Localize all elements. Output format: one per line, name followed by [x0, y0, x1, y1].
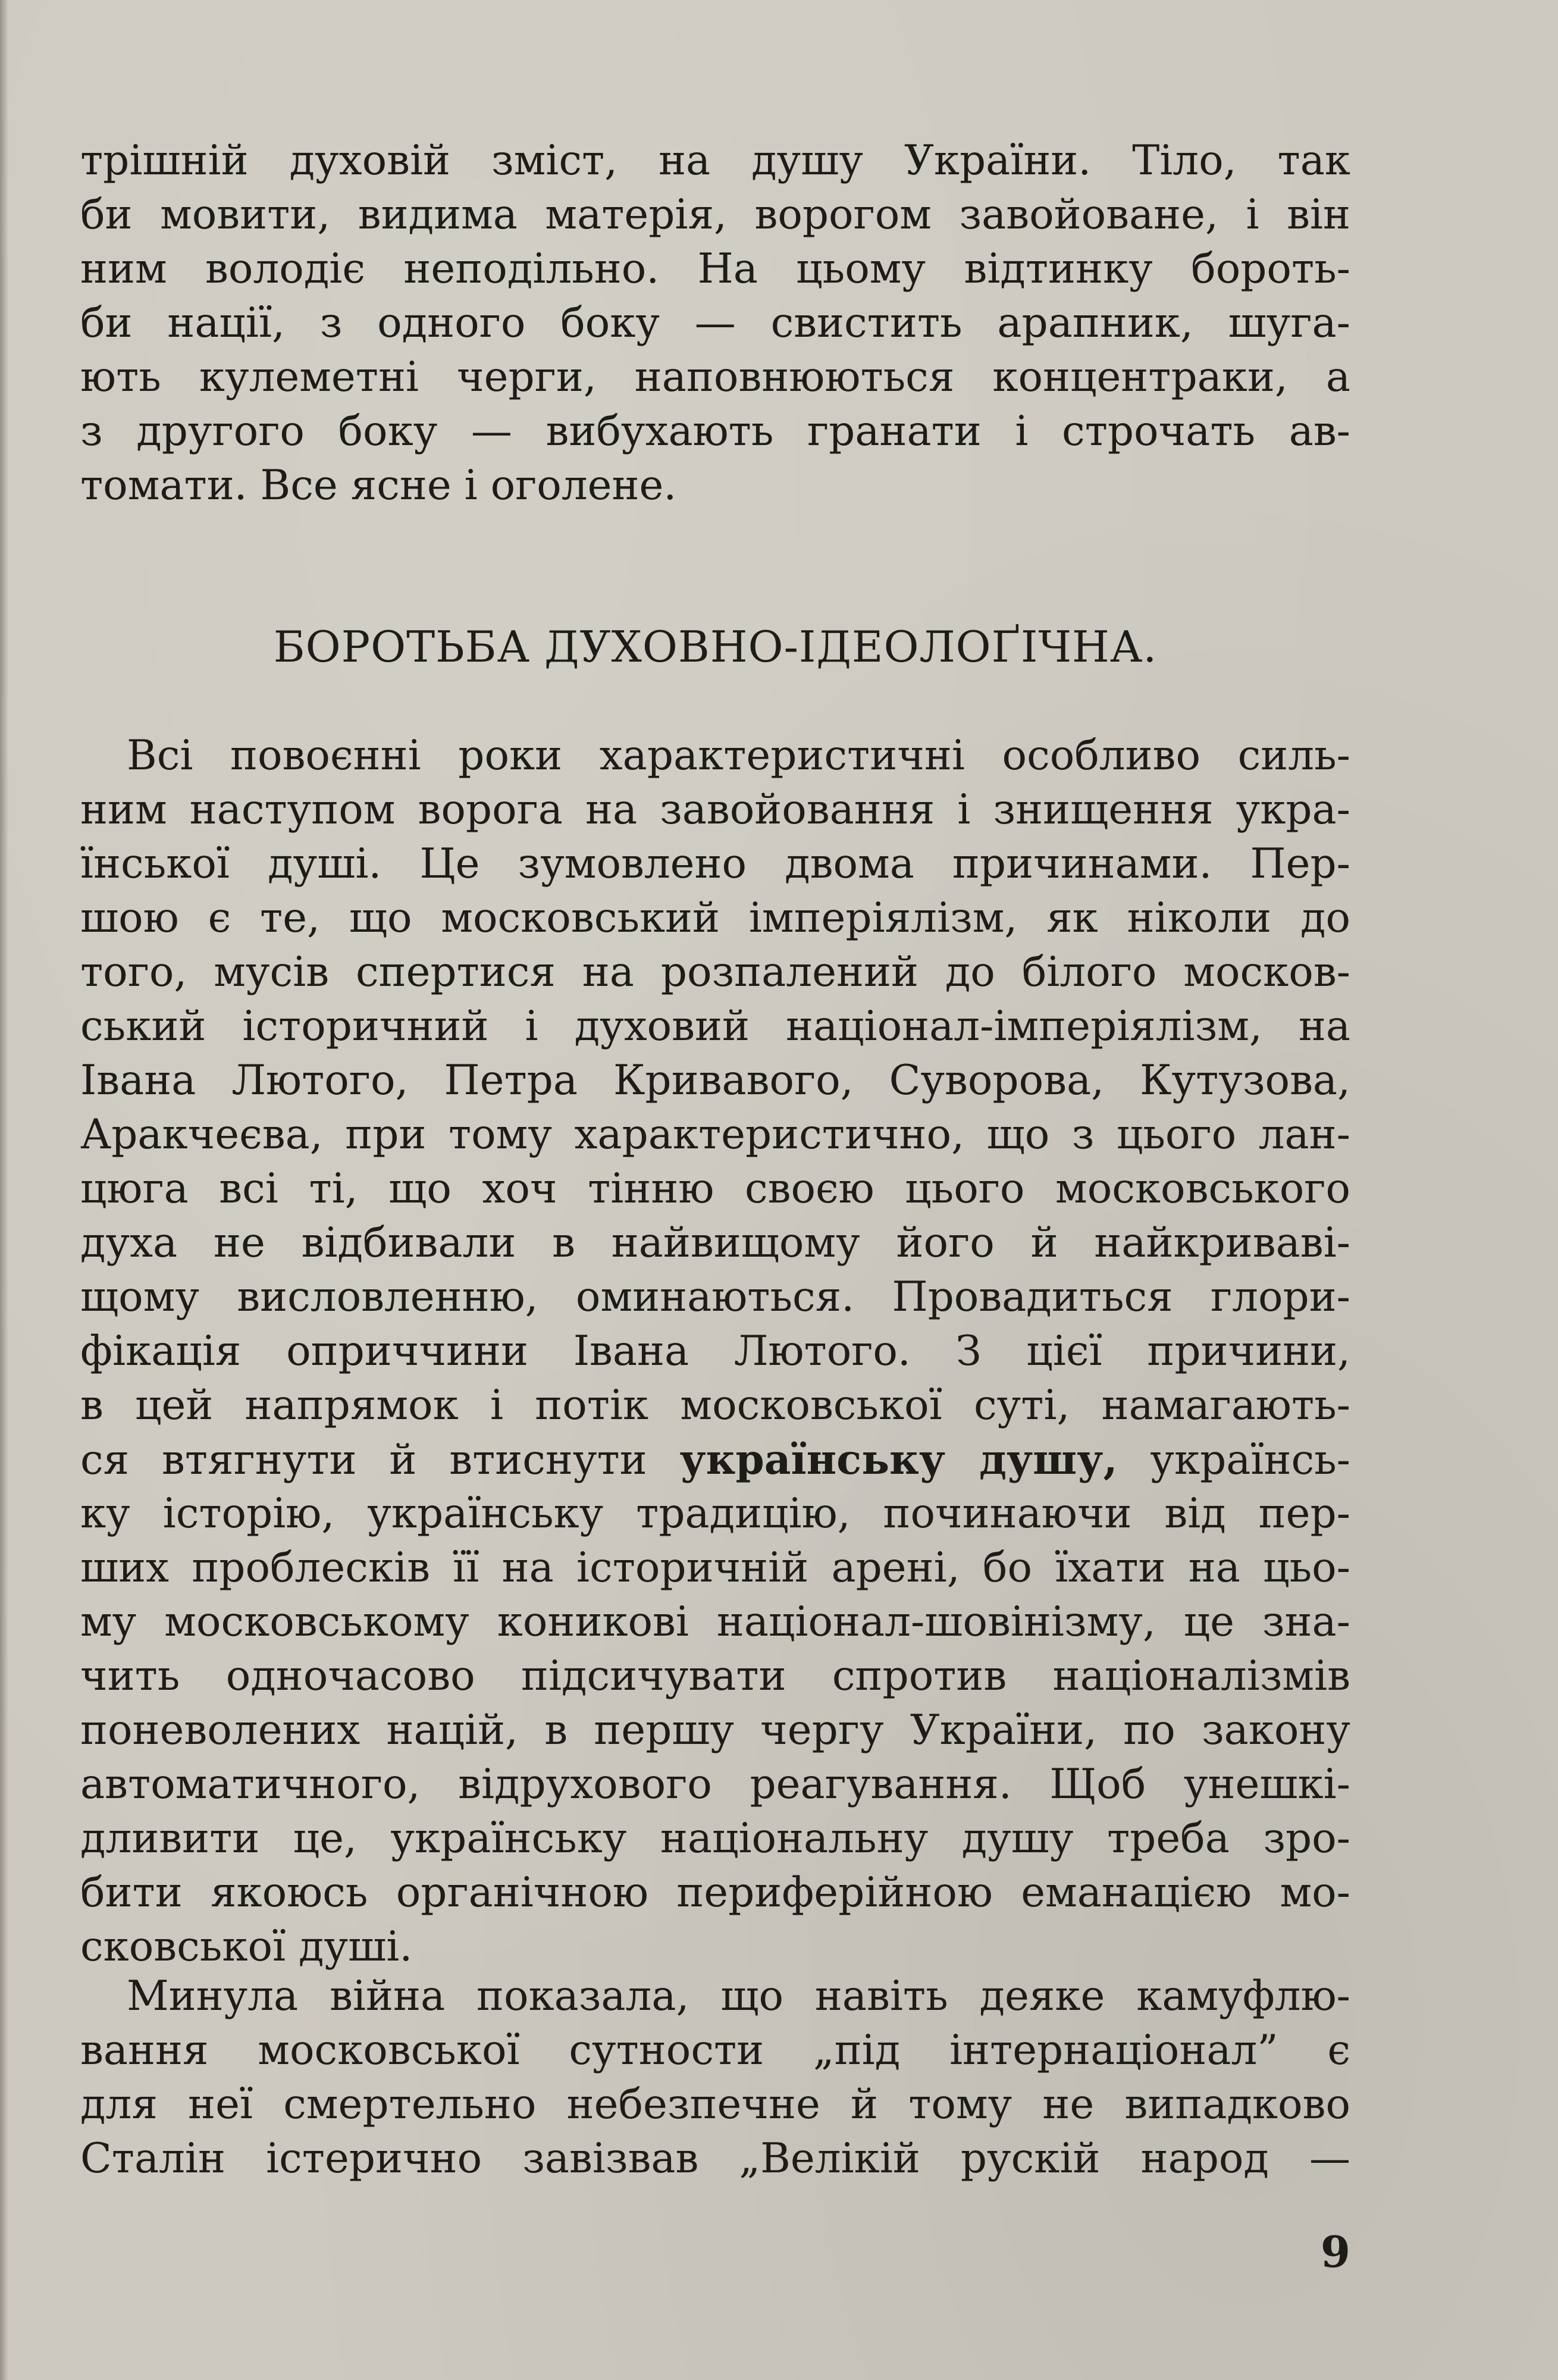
text-line: дливити це, українську національну душу треба зро- [80, 1815, 1350, 1862]
page-edge-shadow [0, 0, 8, 2380]
text-line: їнської душі. Це зумовлено двома причинами. Пер- [80, 840, 1350, 888]
text-line: автоматичного, відрухового реагування. Щоб унешкі- [80, 1761, 1350, 1808]
text-line: ють кулеметні черги, наповнюються концентраки, а [80, 353, 1350, 401]
text-line: Івана Лютого, Петра Кривавого, Суворова, Кутузова, [80, 1057, 1350, 1104]
paragraph-next [80, 1969, 1350, 2186]
text-line: для неї смертельно небезпечне й тому не випадково [80, 2081, 1350, 2128]
emphasized-text: українську душу, [679, 1436, 1118, 1484]
text-line-with-emphasis [80, 1433, 1350, 1487]
text-line: ський історичний і духовий націонал-імперіялізм, на [80, 1003, 1350, 1050]
text-line: би нації, з одного боку — свистить арапник, шуга- [80, 299, 1350, 347]
text-line: вання московської сутности „під інтернаціонал” є [80, 2027, 1350, 2074]
text-line: шою є те, що московський імперіялізм, як ніколи до [80, 894, 1350, 942]
text-line: ним наступом ворога на завойовання і знищення укра- [80, 786, 1350, 834]
text-line: духа не відбивали в найвищому його й найкривaві- [80, 1219, 1350, 1267]
text-line: бити якоюсь органічною периферійною еманацією мо- [80, 1869, 1350, 1916]
text-segment: ся втягнути й втиснути [80, 1436, 680, 1484]
text-line: Аракчеєва, при тому характеристично, що з цього лан- [80, 1111, 1350, 1158]
text-line: щому висловленню, оминаються. Провадиться глори- [80, 1273, 1350, 1321]
paragraph-continuation [80, 134, 1350, 513]
text-line: поневолених націй, в першу чергу України, по закону [80, 1706, 1350, 1754]
text-line: цюга всі ті, що хоч тінню своєю цього московського [80, 1165, 1350, 1213]
text-line: Минула війна показала, що навіть деяке камуфлю- [127, 1972, 1350, 2020]
page-number: 9 [1320, 2226, 1350, 2277]
text-line: ку історію, українську традицію, починаючи від пер- [80, 1490, 1350, 1537]
text-line: з другого боку — вибухають гранати і строчать ав- [80, 408, 1350, 455]
paragraph-main [80, 729, 1350, 1974]
text-line: Всі повоєнні роки характеристичні особливо силь- [127, 732, 1350, 779]
text-line: ним володіє неподільно. На цьому відтинку бороть- [80, 245, 1350, 293]
section-heading: БОРОТЬБА ДУХОВНО-ІДЕОЛОҐІЧНА. [273, 622, 1158, 672]
text-line: сковської душі. [80, 1923, 413, 1971]
text-line: трішній духовій зміст, на душу України. Тіло, так [80, 137, 1350, 184]
text-line: того, мусів спертися на розпалений до білого москов- [80, 948, 1350, 996]
text-line: би мовити, видима матерія, ворогом завойоване, і він [80, 191, 1350, 239]
text-segment: українсь- [1117, 1436, 1350, 1484]
text-line: му московському коникові націонал-шовінізму, це зна- [80, 1598, 1350, 1646]
text-line: Сталін істерично завізвав „Велікій рускій народ — [80, 2135, 1350, 2182]
text-line: фікація оприччини Івана Лютого. З цієї причини, [80, 1327, 1350, 1375]
text-line: в цей напрямок і потік московської суті, намагають- [80, 1382, 1350, 1429]
text-line: ших проблесків її на історичній арені, бо їхати на цьо- [80, 1544, 1350, 1592]
text-line: чить одночасово підсичувати спротив націоналізмів [80, 1652, 1350, 1700]
text-line: томати. Все ясне і оголене. [80, 462, 677, 509]
